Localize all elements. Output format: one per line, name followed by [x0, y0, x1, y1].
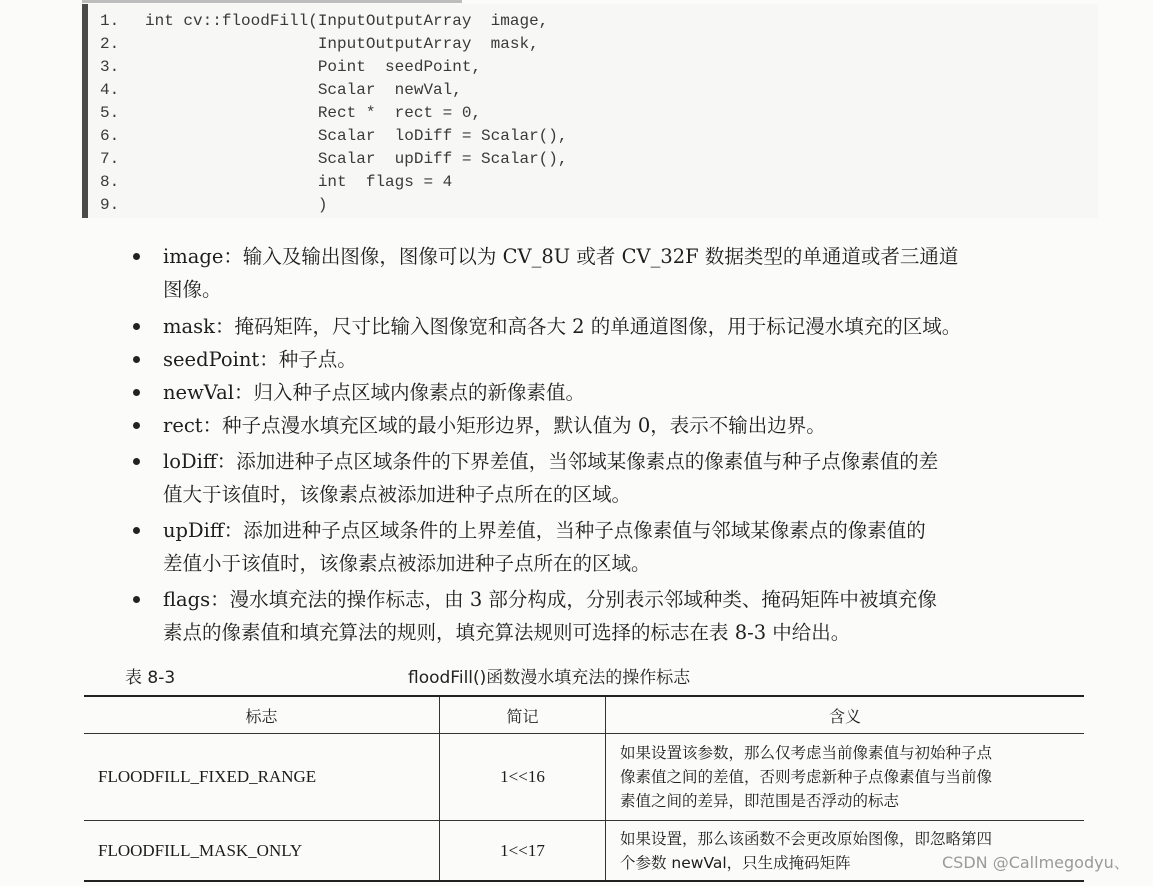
param-item-image [163, 240, 1083, 306]
meaning-line: 像素值之间的差值，否则考虑新种子点像素值与当前像 [620, 768, 993, 786]
bullet-icon [133, 596, 140, 603]
param-text: seedPoint：种子点。 [163, 348, 357, 371]
bullet-icon [133, 458, 140, 465]
param-item-flags [163, 583, 1083, 649]
param-text-cont: 图像。 [163, 278, 222, 301]
line-number: 9. [100, 196, 120, 214]
table-cell-meaning [606, 734, 1084, 820]
table-label: 表 8-3 [125, 668, 176, 688]
code-text: int flags = 4 [145, 173, 453, 191]
param-text: newVal：归入种子点区域内像素点的新像素值。 [163, 381, 585, 404]
watermark: CSDN @Callmegodyu、 [942, 853, 1130, 872]
table-header-meaning: 含义 [828, 706, 861, 726]
table-header-flag: 标志 [245, 706, 278, 726]
param-text: mask：掩码矩阵，尺寸比输入图像宽和高各大 2 的单通道图像，用于标记漫水填充的区域。 [163, 315, 962, 338]
meaning-line: 素值之间的差异，即范围是否浮动的标志 [620, 792, 900, 810]
table-header-abbr: 简记 [506, 706, 539, 726]
line-number: 2. [100, 35, 120, 53]
param-text: upDiff：添加进种子点区域条件的上界差值，当种子点像素值与邻域某像素点的像素值的 [163, 519, 926, 542]
meaning-line: 如果设置，那么该函数不会更改原始图像，即忽略第四 [620, 829, 993, 848]
param-item-seedpoint [163, 343, 1083, 376]
param-text-cont: 差值小于该值时，该像素点被添加进种子点所在的区域。 [163, 552, 651, 575]
meaning-line: 个参数 newVal，只生成掩码矩阵 [620, 853, 851, 872]
line-number: 3. [100, 58, 120, 76]
top-scan-rule [82, 0, 462, 3]
code-block [82, 4, 1098, 218]
table-bottom-rule [84, 880, 1084, 882]
param-item-lodiff [163, 445, 1083, 511]
code-text: int cv::floodFill(InputOutputArray image, [145, 12, 549, 30]
line-number: 4. [100, 81, 120, 99]
bullet-icon [133, 356, 140, 363]
param-text: rect：种子点漫水填充区域的最小矩形边界，默认值为 0，表示不输出边界。 [163, 414, 826, 437]
table-cell-flag: FLOODFILL_MASK_ONLY [98, 840, 303, 860]
param-item-newval [163, 376, 1083, 409]
line-number: 8. [100, 173, 120, 191]
bullet-icon [133, 253, 140, 260]
meaning-line: 如果设置该参数，那么仅考虑当前像素值与初始种子点 [620, 744, 993, 762]
param-text: loDiff：添加进种子点区域条件的下界差值，当邻域某像素点的像素值与种子点像素值的差 [163, 450, 939, 473]
param-text-cont: 值大于该值时，该像素点被添加进种子点所在的区域。 [163, 483, 632, 506]
line-number: 6. [100, 127, 120, 145]
code-text: Scalar upDiff = Scalar(), [145, 150, 568, 168]
param-text: flags：漫水填充法的操作标志，由 3 部分构成，分别表示邻域种类、掩码矩阵中被填充像 [163, 588, 937, 611]
table-cell-abbr: 1<<16 [500, 767, 545, 786]
param-text: image：输入及输出图像，图像可以为 CV_8U 或者 CV_32F 数据类型的单通道或者三通道 [163, 245, 959, 268]
param-item-mask [163, 310, 1083, 343]
line-number: 1. [100, 12, 120, 30]
code-text: ) [145, 196, 328, 214]
bullet-icon [133, 389, 140, 396]
bullet-icon [133, 323, 140, 330]
param-item-rect [163, 409, 1083, 442]
param-text-cont: 素点的像素值和填充算法的规则，填充算法规则可选择的标志在表 8-3 中给出。 [163, 621, 851, 644]
line-number: 7. [100, 150, 120, 168]
code-text: Scalar loDiff = Scalar(), [145, 127, 568, 145]
bullet-icon [133, 527, 140, 534]
code-text: Rect * rect = 0, [145, 104, 482, 122]
bullet-icon [133, 422, 140, 429]
table-title: floodFill()函数漫水填充法的操作标志 [408, 668, 691, 688]
code-text: Point seedPoint, [145, 58, 482, 76]
param-item-updiff [163, 514, 1083, 580]
code-text: Scalar newVal, [145, 81, 462, 99]
line-number: 5. [100, 104, 120, 122]
table-cell-flag: FLOODFILL_FIXED_RANGE [98, 767, 317, 786]
table-cell-abbr: 1<<17 [500, 840, 545, 860]
code-text: InputOutputArray mask, [145, 35, 539, 53]
